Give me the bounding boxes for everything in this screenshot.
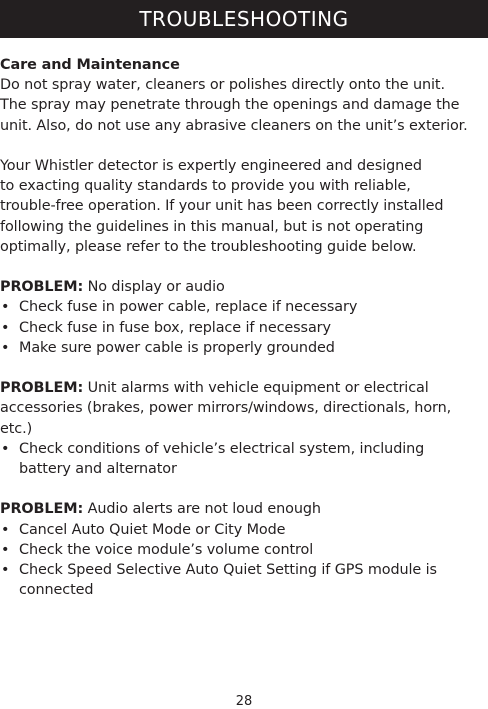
spacer [0,257,484,277]
intro-section [0,156,484,257]
problem-1 [0,277,484,358]
problem-text-line: accessories (brakes, power mirrors/windows, directionals, horn, [0,400,452,417]
problem-text-line: etc.) [0,420,33,437]
bullet-item [0,297,484,317]
care-line: unit. Also, do not use any abrasive cleaners on the unit’s exterior. [0,117,468,134]
bullet-item [0,520,484,540]
bullet-item [0,318,484,338]
problem-3 [0,499,484,600]
bullet-text: Check fuse in fuse box, replace if necessary [19,319,331,336]
page-number: 28 [235,694,253,709]
bullet-item [0,338,484,358]
spacer [0,479,484,499]
spacer [0,358,484,378]
problem-2 [0,378,484,479]
bullet-icon: • [1,521,10,538]
intro-line: following the guidelines in this manual, but is not operating [0,218,424,235]
intro-line: Your Whistler detector is expertly engineered and designed [0,158,422,174]
bullet-text: Cancel Auto Quiet Mode or City Mode [19,521,286,538]
bullet-icon: • [1,319,10,336]
bullet-icon: • [1,299,10,316]
care-line: The spray may penetrate through the openings and damage the [0,97,460,114]
problem-text: No display or audio [83,279,225,296]
intro-line: to exacting quality standards to provide you with reliable, [0,178,411,195]
problem-text: Audio alerts are not loud enough [83,501,321,518]
care-line: Do not spray water, cleaners or polishes directly onto the unit. [0,77,445,94]
problem-heading [0,277,484,297]
bullet-item [0,560,484,600]
problem-label: PROBLEM: [0,501,84,518]
page-content [0,55,484,600]
problem-text: Unit alarms with vehicle equipment or electrical [83,380,429,397]
bullet-text: Check the voice module’s volume control [19,541,314,558]
bullet-icon: • [1,339,10,356]
problem-label: PROBLEM: [0,380,84,397]
bullet-text: Check Speed Selective Auto Quiet Setting if GPS module is connected [19,562,437,599]
problem-label: PROBLEM: [0,279,84,296]
care-title: Care and Maintenance [0,57,180,73]
bullet-text: Check fuse in power cable, replace if necessary [19,299,358,316]
bullet-icon: • [1,440,10,457]
bullet-text: Check conditions of vehicle’s electrical system, including battery and alternator [19,440,425,478]
bullet-item [0,540,484,560]
bullet-text: Make sure power cable is properly grounded [19,339,335,356]
header-title: TROUBLESHOOTING [139,7,349,31]
spacer [0,136,484,156]
bullet-icon: • [1,541,10,558]
problem-heading [0,499,484,519]
page-header [0,0,488,38]
bullet-icon: • [1,562,10,579]
intro-line: trouble-free operation. If your unit has been correctly installed [0,198,444,215]
problem-heading [0,378,484,398]
intro-line: optimally, please refer to the troubleshooting guide below. [0,238,417,255]
care-section [0,55,484,136]
bullet-item [0,439,484,479]
